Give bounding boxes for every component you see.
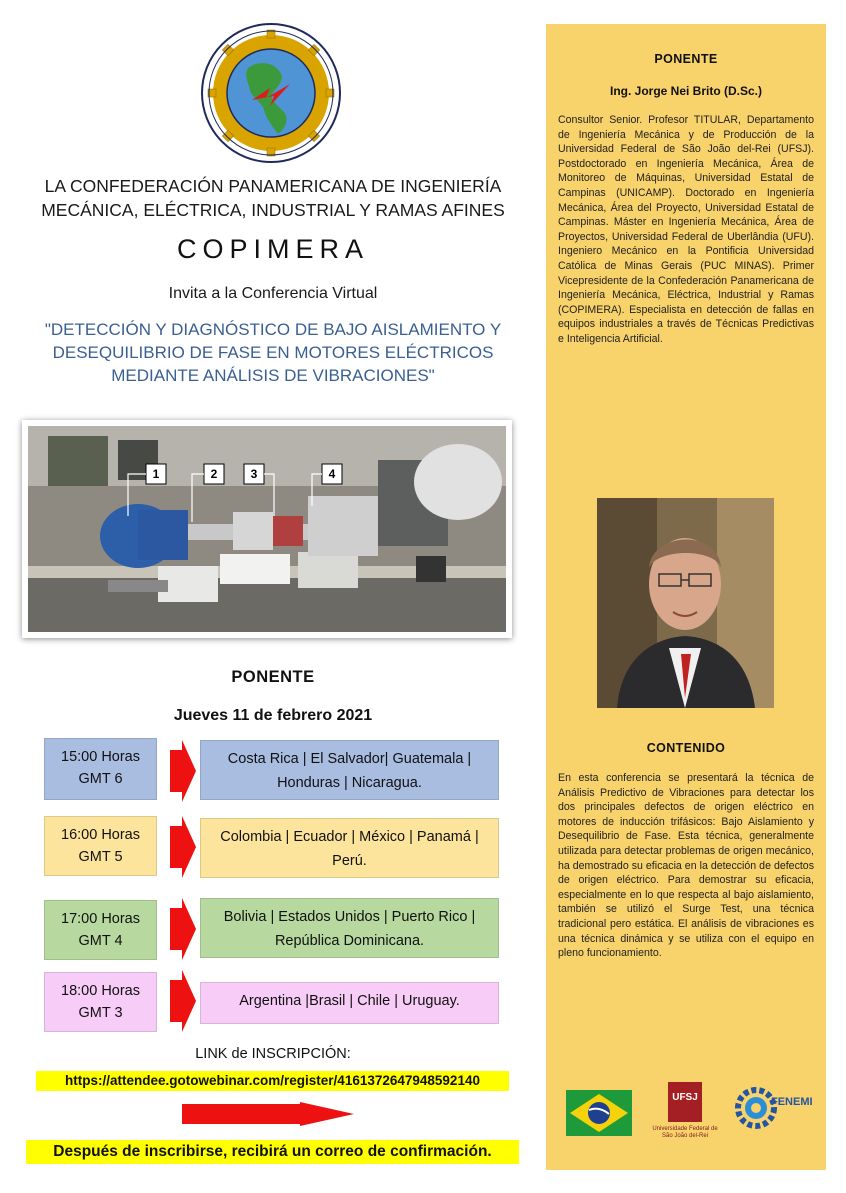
- conference-title: "DETECCIÓN Y DIAGNÓSTICO DE BAJO AISLAMIENTO Y DESEQUILIBRIO DE FASE EN MOTORES ELÉCTRICOS MEDIANTE ANÁLISIS DE VIBRACIONES": [44, 320, 502, 385]
- time-label: 18:00 Horas: [61, 983, 140, 999]
- time-box: [44, 816, 157, 876]
- time-box: [44, 738, 157, 800]
- organization-name: LA CONFEDERACIÓN PANAMERICANA DE INGENIERÍA MECÁNICA, ELÉCTRICA, INDUSTRIAL Y RAMAS AFINES: [41, 176, 505, 220]
- sponsor-logos: [558, 1082, 820, 1142]
- confirmation-note: Después de inscribirse, recibirá un correo de confirmación.: [26, 1140, 519, 1164]
- brazil-flag-icon: [566, 1090, 632, 1136]
- countries-box: Argentina |Brasil | Chile | Uruguay.: [200, 982, 499, 1024]
- schedule-row: [0, 898, 520, 968]
- time-zone: GMT 6: [78, 771, 123, 787]
- schedule-heading: PONENTE: [231, 668, 315, 686]
- registration-label: LINK de INSCRIPCIÓN:: [195, 1046, 351, 1062]
- time-zone: GMT 4: [78, 933, 123, 949]
- bench-label-2: 2: [210, 467, 218, 481]
- schedule-row: [0, 816, 520, 886]
- countries-box: Colombia | Ecuador | México | Panamá | Perú.: [200, 818, 499, 878]
- schedule-row: [0, 738, 520, 808]
- bench-label-4: 4: [328, 467, 336, 481]
- right-arrow-icon: [170, 816, 196, 878]
- time-label: 17:00 Horas: [61, 911, 140, 927]
- copimera-seal-logo-icon: [200, 22, 342, 164]
- time-label: 15:00 Horas: [61, 749, 140, 765]
- bench-label-3: 3: [250, 467, 258, 481]
- ufsj-caption: Universidade Federal de São João del-Rei: [652, 1126, 718, 1139]
- time-zone: GMT 5: [78, 849, 123, 865]
- invitation-line: Invita a la Conferencia Virtual: [168, 285, 378, 302]
- registration-link[interactable]: https://attendee.gotowebinar.com/register/4161372647948592140: [36, 1071, 509, 1091]
- organization-acronym: COPIMERA: [176, 234, 370, 264]
- time-label: 16:00 Horas: [61, 827, 140, 843]
- time-box: [44, 972, 157, 1032]
- down-arrow-icon: [182, 1102, 354, 1138]
- ufsj-logo-text: UFSJ: [672, 1092, 698, 1103]
- speaker-name: Ing. Jorge Nei Brito (D.Sc.): [609, 84, 762, 98]
- time-box: [44, 900, 157, 960]
- content-heading: CONTENIDO: [646, 741, 726, 755]
- right-arrow-icon: [170, 970, 196, 1032]
- right-arrow-icon: [170, 740, 196, 802]
- fenemi-gear-logo-icon: [734, 1084, 818, 1136]
- event-date: Jueves 11 de febrero 2021: [173, 707, 373, 724]
- countries-box: Bolivia | Estados Unidos | Puerto Rico | República Dominicana.: [200, 898, 499, 958]
- time-zone: GMT 3: [78, 1005, 123, 1021]
- speaker-sidebar: [546, 24, 826, 1170]
- content-description: En esta conferencia se presentará la técnica de Análisis Predictivo de Vibraciones para detectar los dos principales defectos de origen eléctrico en motores de inducción trifásicos: Bajo Aislamiento y Desequilibrio de Fase. Esta técnica, generalmente utilizada para detectar problemas de origen mecánico, ha demostrado su eficacia en la detección de defectos de origen eléctrico. Para demostrar su eficacia, especialmente en lo que respecta al bajo aislamiento, también se utilizó el Surge Test, una técnica tradicional pero estática. El análisis de vibraciones es una técnica dinámica y se utiliza con el equipo en pleno funcionamiento.: [558, 772, 814, 960]
- countries-box: Costa Rica | El Salvador| Guatemala | Honduras | Nicaragua.: [200, 740, 499, 800]
- bench-label-1: 1: [152, 467, 160, 481]
- speaker-portrait: [597, 498, 774, 708]
- fenemi-logo-text: FENEMI: [771, 1096, 813, 1108]
- sidebar-speaker-heading: PONENTE: [654, 52, 718, 66]
- right-arrow-icon: [170, 898, 196, 960]
- schedule-row: [0, 972, 520, 1042]
- speaker-bio: Consultor Senior. Profesor TITULAR, Departamento de Ingeniería Mecánica y de Producción de la Universidad Federal de São João del-Rei (UFSJ). Postdoctorado en Ingeniería Mecánica, Área de Monitoreo de Máquinas, Universidad Estatal de Campinas (UNICAMP). Doctorado en Ingeniería Mecánica, Área del Proyecto, Universidad Estatal de Campinas. Máster en Ingeniería Mecánica, Área de Proyectos, Universidad Federal de Uberlândia (UFU). Ingeniero Mecánico en la Pontificia Universidad Católica de Minas Gerais (PUC MINAS). Primer Vicepresidente de la Confederación Panamericana de Ingeniería Mecánica, Eléctrica, Industrial y Ramas (COPIMERA). Especialista en detección de fallas en equipos industriales a través de Técnicas Predictivas e Inteligencia Artificial.: [558, 114, 814, 345]
- test-bench-photo: [22, 420, 512, 638]
